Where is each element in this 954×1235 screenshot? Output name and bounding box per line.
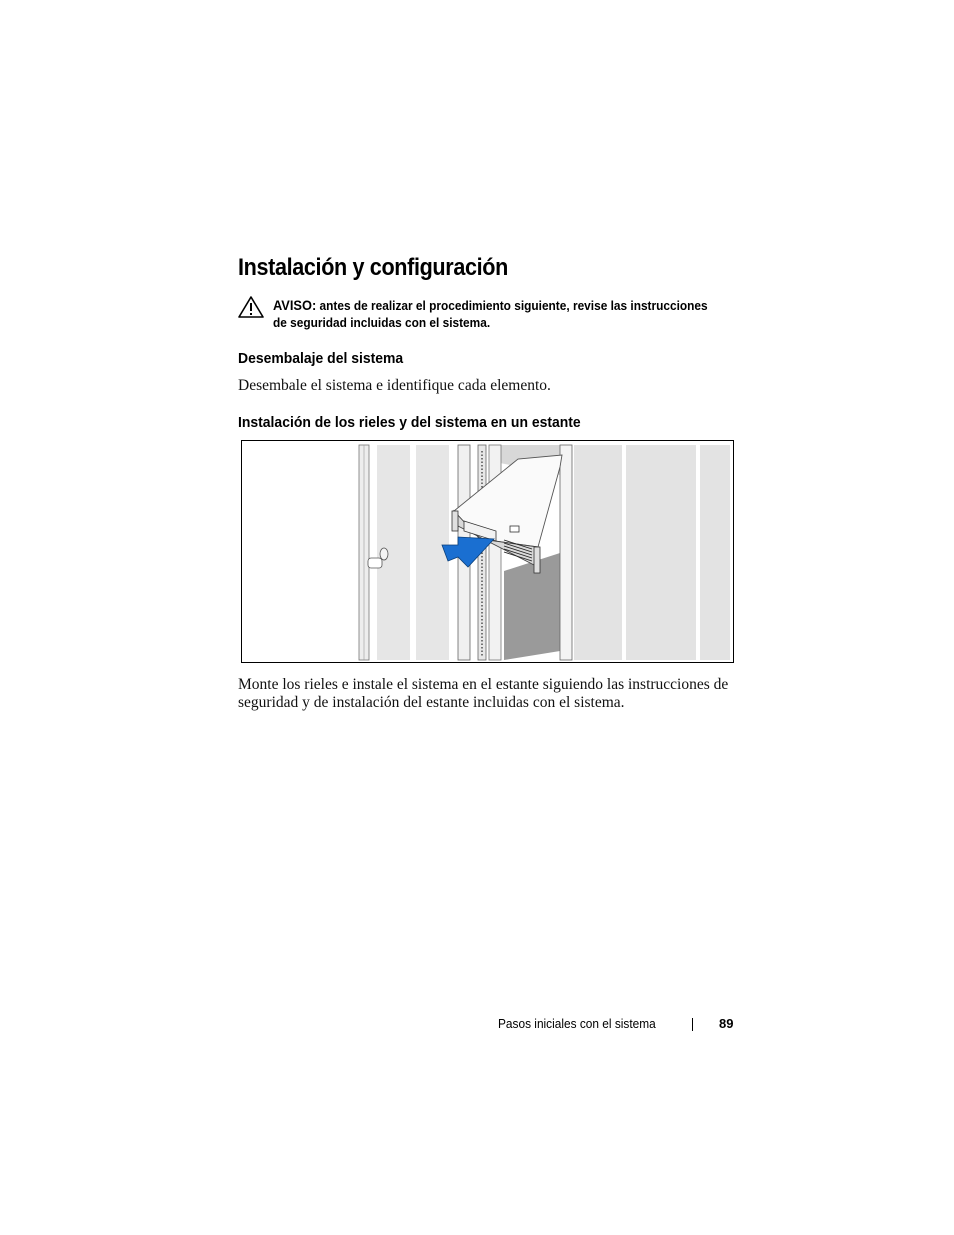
section-heading-unpack: Desembalaje del sistema (238, 350, 404, 367)
section-heading-rails: Instalación de los rieles y del sistema en un estante (238, 414, 581, 431)
page-title: Instalación y configuración (238, 254, 508, 281)
rack-install-figure (241, 440, 734, 663)
section-body-rails: Monte los rieles e instale el sistema en el estante siguiendo las instrucciones de seguridad y de instalación del estante incluidas con el sistema. (238, 676, 729, 711)
page-number: 89 (719, 1016, 734, 1031)
footer-section-title: Pasos iniciales con el sistema (498, 1017, 656, 1031)
footer-separator (692, 1018, 693, 1031)
warning-label: AVISO: (273, 298, 317, 313)
warning-triangle-icon (237, 295, 265, 319)
warning-message: antes de realizar el procedimiento siguiente, revise las instrucciones de seguridad incluidas con el sistema. (273, 299, 708, 330)
section-body-unpack: Desembale el sistema e identifique cada elemento. (238, 377, 551, 394)
server-rack-install-illustration (242, 441, 733, 662)
warning-notice (273, 297, 720, 332)
